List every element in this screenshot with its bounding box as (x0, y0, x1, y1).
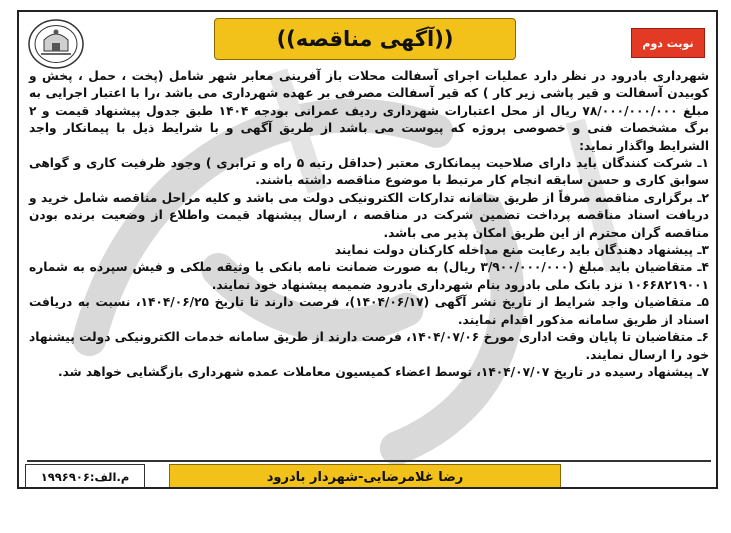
signature: رضا غلامرضایی-شهردار بادرود (169, 464, 561, 489)
notice-title: ((آگهی مناقصه)) (214, 18, 516, 60)
condition-5: ۵ـ متقاضیان واجد شرایط از تاریخ نشر آگهی (۱۴۰۴/۰۶/۱۷)، فرصت دارند تا تاریخ ۱۴۰۴/۰۶/۲۵، نسبت به دریافت اسناد از طریق سامانه مذکور اقدام نمایند. (29, 295, 709, 327)
intro-paragraph: شهرداری بادرود در نظر دارد عملیات اجرای آسفالت محلات باز آفرینی معابر شهر شامل (پخت ، حمل ، پخش و کوبیدن آسفالت و قیر پاشی زیر کار ) که قیر آسفالت مصرفی بر عهده شهرداری می باشد ،را با اعتبار اجرایی به مبلغ ۷۸/۰۰۰/۰۰۰/۰۰۰ ریال از محل اعتبارات شهرداری ردیف عمرانی بودجه ۱۴۰۴ طبق جدول پیشنهاد قیمت و ۲ برگ مشخصات فنی و خصوصی پروژه که پیوست می باشد از طریق آگهی و با شرایط ذیل با پیمانکار واجد الشرایط واگذار نماید: (29, 69, 709, 153)
round-badge: نوبت دوم (631, 28, 705, 58)
publication-code: م.الف:۱۹۹۶۹۰۶ (25, 464, 145, 489)
notice-body (29, 68, 709, 381)
footer-divider (27, 460, 711, 462)
condition-2: ۲ـ برگزاری مناقصه صرفاً از طریق سامانه تدارکات الکترونیکی دولت می باشد و کلیه مراحل مناقصه شامل خرید و دریافت اسناد مناقصه پرداخت تضمین شرکت در مناقصه ، ارسال پیشنهاد قیمت واطلاع از وضعیت برنده بودن مناقصه گران محترم از این طریق امکان پذیر می باشد. (29, 190, 709, 240)
condition-3: ۳ـ پیشنهاد دهندگان باید رعایت منع مداخله کارکنان دولت نمایند (334, 243, 709, 258)
condition-7: ۷ـ پیشنهاد رسیده در تاریخ ۱۴۰۴/۰۷/۰۷، توسط اعضاء کمیسیون معاملات عمده شهرداری بازگشایی خواهد شد. (57, 364, 709, 379)
municipality-emblem-icon (27, 18, 85, 70)
condition-6: ۶ـ متقاضیان تا پایان وقت اداری مورخ ۱۴۰۴/۰۷/۰۶، فرصت دارند از طریق سامانه خدمات الکترونیکی دولت پیشنهاد خود را ارسال نمایند. (29, 330, 709, 362)
notice-frame (17, 10, 718, 489)
header (19, 12, 716, 74)
condition-1: ۱ـ شرکت کنندگان باید دارای صلاحیت پیمانکاری معتبر (حداقل رتبه ۵ راه و ترابری ) وجود ظرفیت کاری و گواهی سوابق کاری و حسن سابقه انجام کار مرتبط با موضوع مناقصه داشته باشند. (29, 156, 709, 188)
condition-4: ۴ـ متقاضیان باید مبلغ (۳/۹۰۰/۰۰۰/۰۰۰ ریال) به صورت ضمانت نامه بانکی یا وثیقه ملکی و فیش سپرده به شماره ۱۰۶۶۸۲۱۹۰۰۱ نزد بانک ملی بادرود بنام شهرداری بادرود ضمیمه پیشنهاد خود نمایند. (29, 260, 709, 292)
